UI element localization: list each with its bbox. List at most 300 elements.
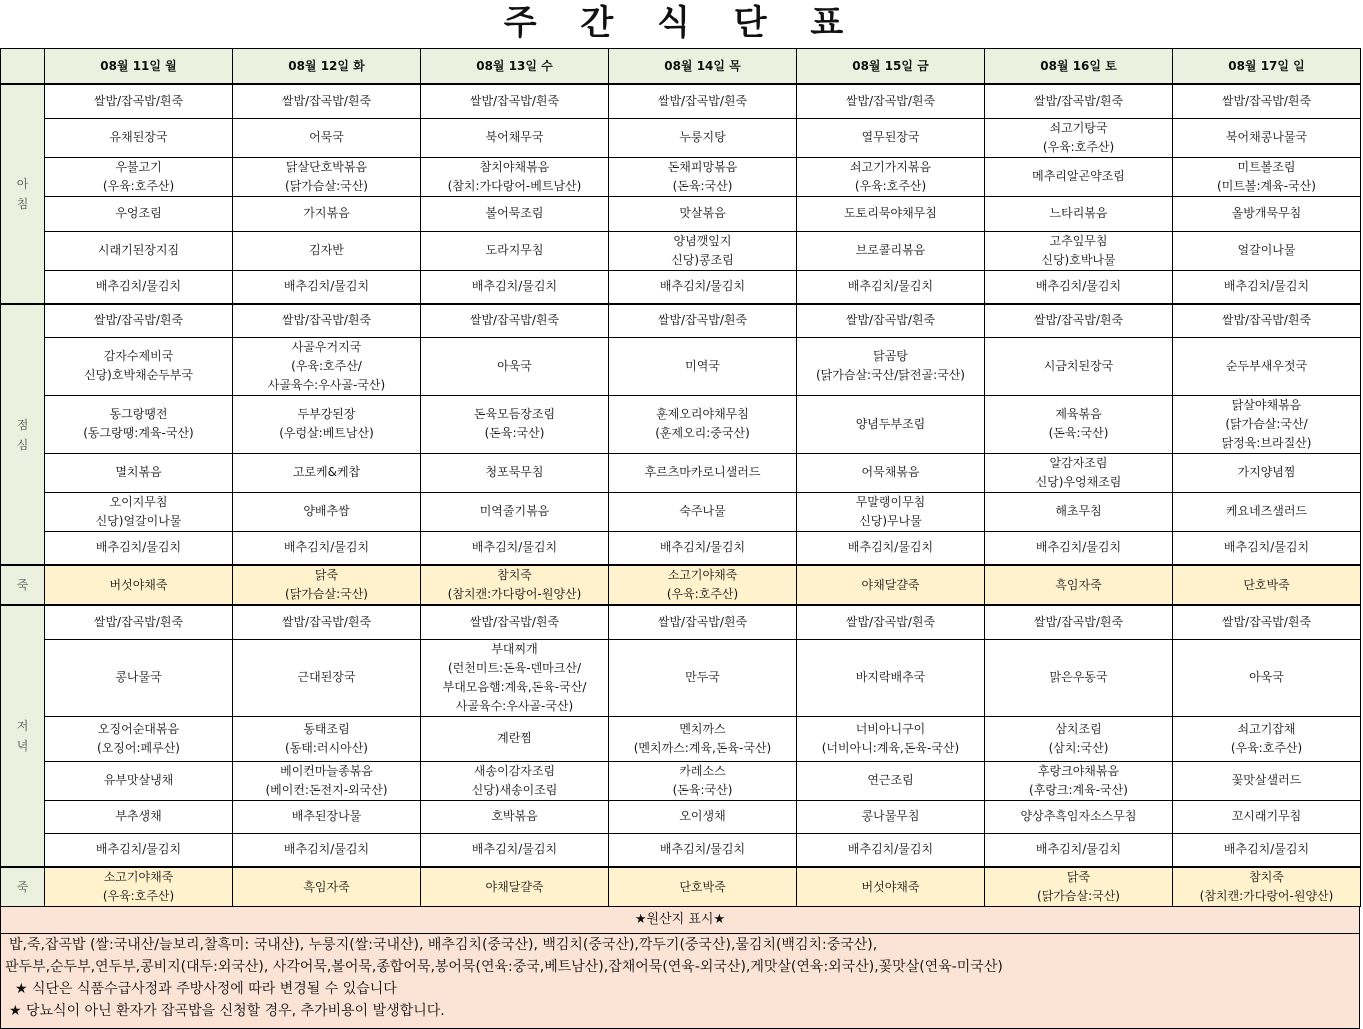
menu-item-text: 멸치볶음 (115, 465, 162, 479)
menu-cell (1173, 531, 1361, 565)
menu-item-text: 새송이감자조림 (473, 763, 556, 778)
menu-item-text: 쌀밥/잡곡밥/흰죽 (93, 313, 184, 328)
meal-label-char: 아 (16, 177, 29, 191)
menu-cell (45, 531, 233, 565)
menu-item-text: 배추김치/물김치 (283, 540, 370, 555)
menu-cell (1173, 84, 1361, 118)
menu-item-text: 두부강된장 (297, 407, 356, 421)
menu-cell (797, 531, 985, 565)
menu-cell (421, 531, 609, 565)
menu-cell (421, 453, 609, 492)
menu-cell (233, 605, 421, 639)
menu-item-text: 꼬시래기무침 (1231, 809, 1302, 823)
menu-cell (45, 716, 233, 761)
menu-cell (985, 453, 1173, 492)
menu-item-text: 북어채콩나물국 (1225, 130, 1308, 144)
menu-item-text: (훈제오리:중국산) (655, 426, 750, 440)
menu-cell (1173, 395, 1361, 453)
menu-cell (1173, 157, 1361, 196)
menu-item-text: 돈육모듬장조림 (473, 407, 556, 421)
menu-cell (233, 196, 421, 231)
menu-item-text: 배추김치/물김치 (659, 540, 746, 555)
menu-item-text: (참치캔:가다랑어-원양산) (447, 587, 582, 601)
menu-item-text: 배추김치/물김치 (283, 279, 370, 294)
menu-item-text: (우육:호주산) (102, 889, 175, 903)
menu-item-text: 김자반 (309, 243, 344, 257)
menu-cell (45, 84, 233, 118)
menu-item-text: 쌀밥/잡곡밥/흰죽 (1221, 313, 1312, 328)
day-header: 08월 16일 토 (985, 49, 1173, 85)
menu-cell (985, 118, 1173, 157)
menu-item-text: 얼갈이나물 (1237, 243, 1296, 257)
menu-cell (985, 84, 1173, 118)
menu-row (1, 157, 1361, 196)
menu-item-text: 소고기야채죽 (667, 568, 738, 582)
menu-item-text: 근대된장국 (297, 670, 356, 684)
menu-cell (985, 716, 1173, 761)
menu-cell (233, 118, 421, 157)
menu-cell (233, 867, 421, 907)
day-header: 08월 13일 수 (421, 49, 609, 85)
menu-item-text: 쌀밥/잡곡밥/흰죽 (93, 93, 184, 108)
menu-item-text: 닭죽 (1066, 870, 1091, 884)
menu-cell (985, 270, 1173, 304)
menu-item-text: 닭죽 (314, 568, 339, 582)
menu-item-text: 순두부새우젓국 (1225, 358, 1308, 373)
menu-item-text: (우육:호주산/ (291, 358, 362, 373)
menu-item-text: 너비아니구이 (855, 721, 926, 736)
menu-item-text: 메추리알곤약조림 (1032, 169, 1125, 183)
menu-item-text: 신당)콩조림 (671, 252, 734, 267)
meal-label-char: 심 (16, 437, 29, 452)
menu-item-text: 고로케&케찹 (292, 465, 361, 479)
menu-row (1, 800, 1361, 833)
origin-notes (0, 907, 1360, 1029)
menu-item-text: 쌀밥/잡곡밥/흰죽 (845, 313, 936, 328)
juk-row (1, 565, 1361, 605)
menu-item-text: 올방개묵무침 (1231, 206, 1302, 220)
menu-cell (609, 800, 797, 833)
menu-row (1, 531, 1361, 565)
menu-item-text: 콩나물무침 (861, 809, 920, 823)
menu-item-text: 동태조림 (303, 721, 350, 736)
meal-label-char: 점 (16, 417, 29, 432)
menu-cell (1173, 867, 1361, 907)
menu-row (1, 761, 1361, 800)
menu-item-text: 배추김치/물김치 (1223, 540, 1310, 555)
menu-cell (1173, 118, 1361, 157)
menu-item-text: 참치죽 (1249, 870, 1284, 884)
menu-cell (233, 270, 421, 304)
menu-item-text: 쌀밥/잡곡밥/흰죽 (845, 614, 936, 629)
menu-item-text: (닭가슴살:국산) (285, 178, 368, 193)
menu-cell (45, 492, 233, 531)
menu-row (1, 337, 1361, 395)
menu-cell (233, 531, 421, 565)
menu-cell (609, 492, 797, 531)
menu-item-text: 카레소스 (679, 763, 726, 778)
menu-cell (609, 453, 797, 492)
notice-line: ★ 당뇨식이 아닌 환자가 잡곡밥을 신청할 경우, 추가비용이 발생합니다. (9, 1003, 445, 1019)
menu-item-text: 부대모음햄:계육,돈육-국산/ (442, 679, 587, 694)
meal-label-char: 저 (16, 719, 29, 733)
menu-cell (233, 639, 421, 716)
menu-item-text: (닭가슴살:국산/ (1225, 416, 1308, 431)
menu-item-text: 제육볶음 (1055, 407, 1102, 421)
menu-item-text: 양념깻잎지 (673, 233, 732, 248)
menu-cell (45, 231, 233, 270)
menu-cell (233, 304, 421, 337)
menu-item-text: 배추김치/물김치 (95, 842, 182, 857)
menu-cell (609, 196, 797, 231)
menu-row (1, 492, 1361, 531)
menu-cell (985, 531, 1173, 565)
menu-item-text: 미트볼조림 (1237, 159, 1296, 174)
menu-cell (233, 761, 421, 800)
menu-item-text: 도라지무침 (485, 243, 544, 257)
origin-note-line: 밥,죽,잡곡밥 (쌀:국내산/늘보리,찰흑미: 국내산), 누룽지(쌀:국내산), 배추김치(중국산), 백김치(중국산),깍두기(중국산),물김치(백김치:중국산), (9, 937, 878, 953)
menu-cell (797, 639, 985, 716)
menu-item-text: 신당)무나물 (859, 513, 922, 528)
menu-item-text: 신당)호박나물 (1041, 252, 1116, 267)
menu-item-text: 무말랭이무침 (855, 494, 926, 509)
menu-cell (1173, 337, 1361, 395)
menu-cell (421, 118, 609, 157)
meal-label: 죽 (1, 565, 45, 605)
menu-cell (609, 565, 797, 605)
menu-item-text: 동그랑땡전 (109, 407, 168, 421)
meal-label (1, 84, 45, 304)
menu-item-text: 오징어순대볶음 (97, 721, 180, 736)
menu-cell (1173, 453, 1361, 492)
menu-item-text: 훈제오리야채무침 (656, 407, 749, 421)
menu-cell (45, 337, 233, 395)
menu-item-text: 아욱국 (497, 358, 532, 373)
menu-item-text: 미역국 (685, 358, 720, 373)
menu-cell (1173, 231, 1361, 270)
menu-cell (1173, 492, 1361, 531)
menu-row (1, 639, 1361, 716)
menu-item-text: 배추김치/물김치 (471, 540, 558, 555)
menu-cell (609, 304, 797, 337)
menu-item-text: 케요네즈샐러드 (1225, 504, 1308, 518)
notice-line: ★ 식단은 식품수급사정과 주방사정에 따라 변경될 수 있습니다 (15, 981, 397, 997)
menu-item-text: 시래기된장지짐 (97, 243, 180, 257)
menu-cell (233, 84, 421, 118)
menu-item-text: 소고기야채죽 (103, 870, 174, 884)
weekly-menu-table (0, 48, 1361, 907)
menu-cell (609, 761, 797, 800)
menu-cell (421, 761, 609, 800)
menu-cell (1173, 304, 1361, 337)
menu-item-text: (닭가슴살:국산) (1037, 889, 1120, 903)
menu-cell (45, 157, 233, 196)
menu-item-text: 배추김치/물김치 (847, 540, 934, 555)
menu-item-text: (동태:러시아산) (285, 740, 368, 755)
menu-cell (233, 800, 421, 833)
menu-cell (233, 231, 421, 270)
corner-cell (1, 49, 45, 85)
menu-item-text: (참치:가다랑어-베트남산) (447, 178, 582, 193)
menu-cell (233, 833, 421, 867)
menu-item-text: 맑은우동국 (1049, 670, 1108, 684)
menu-item-text: 사골육수:우사골-국산) (455, 698, 574, 713)
menu-cell (45, 395, 233, 453)
menu-item-text: 양상추흑임자소스무침 (1020, 809, 1137, 823)
menu-item-text: 볼어묵조림 (485, 206, 544, 220)
menu-item-text: (우육:호주산) (854, 178, 927, 193)
menu-cell (233, 453, 421, 492)
menu-item-text: 아욱국 (1249, 670, 1284, 684)
menu-item-text: 배추김치/물김치 (659, 842, 746, 857)
menu-item-text: 쌀밥/잡곡밥/흰죽 (281, 313, 372, 328)
origin-notes-header: ★원산지 표시★ (1, 907, 1359, 934)
menu-item-text: (돈육:국산) (672, 178, 733, 193)
menu-item-text: 어묵국 (309, 130, 344, 144)
menu-cell (421, 84, 609, 118)
menu-cell (45, 800, 233, 833)
menu-cell (797, 716, 985, 761)
menu-item-text: 쌀밥/잡곡밥/흰죽 (1221, 614, 1312, 629)
menu-cell (45, 196, 233, 231)
menu-cell (45, 304, 233, 337)
menu-item-text: 시금치된장국 (1043, 358, 1114, 373)
menu-cell (233, 395, 421, 453)
menu-row (1, 270, 1361, 304)
menu-item-text: (동그랑땡:계육-국산) (83, 426, 194, 440)
menu-item-text: 후랑크야채볶음 (1037, 763, 1120, 778)
menu-item-text: 사골우거지국 (291, 339, 362, 354)
menu-cell (797, 395, 985, 453)
meal-label (1, 605, 45, 867)
menu-item-text: 오이지무침 (109, 494, 168, 509)
menu-item-text: 쌀밥/잡곡밥/흰죽 (281, 614, 372, 629)
menu-cell (45, 453, 233, 492)
menu-item-text: (돈육:국산) (672, 782, 733, 797)
menu-cell (797, 304, 985, 337)
menu-item-text: 쌀밥/잡곡밥/흰죽 (657, 313, 748, 328)
menu-item-text: 배추김치/물김치 (847, 279, 934, 294)
menu-cell (45, 639, 233, 716)
menu-item-text: 꽃맛살샐러드 (1231, 773, 1302, 787)
menu-item-text: 흑임자죽 (303, 879, 350, 894)
menu-item-text: 배추김치/물김치 (659, 279, 746, 294)
menu-cell (797, 196, 985, 231)
menu-item-text: 열무된장국 (861, 130, 920, 144)
menu-item-text: 쌀밥/잡곡밥/흰죽 (1033, 93, 1124, 108)
menu-item-text: 콩나물국 (115, 670, 162, 684)
menu-item-text: 단호박죽 (1243, 577, 1290, 592)
menu-item-text: 느타리볶음 (1049, 206, 1108, 220)
menu-cell (985, 395, 1173, 453)
menu-item-text: 돈채피망볶음 (667, 159, 738, 174)
menu-cell (609, 118, 797, 157)
menu-item-text: 신당)호박채순두부국 (83, 368, 193, 382)
menu-item-text: 닭살야채볶음 (1231, 397, 1302, 412)
menu-cell (45, 761, 233, 800)
menu-row (1, 84, 1361, 118)
menu-cell (233, 565, 421, 605)
menu-cell (797, 231, 985, 270)
menu-cell (421, 800, 609, 833)
menu-cell (421, 196, 609, 231)
menu-item-text: 배추김치/물김치 (847, 842, 934, 857)
day-header: 08월 15일 금 (797, 49, 985, 85)
meal-label (1, 304, 45, 565)
menu-item-text: 배추김치/물김치 (95, 279, 182, 294)
menu-cell (797, 453, 985, 492)
menu-cell (797, 867, 985, 907)
menu-cell (797, 337, 985, 395)
menu-cell (609, 639, 797, 716)
menu-item-text: 양배추쌈 (303, 504, 350, 518)
menu-cell (1173, 800, 1361, 833)
menu-cell (609, 395, 797, 453)
menu-item-text: 쌀밥/잡곡밥/흰죽 (93, 614, 184, 629)
day-header-row (1, 49, 1361, 85)
menu-cell (233, 157, 421, 196)
menu-item-text: (후랑크:계육-국산) (1029, 782, 1128, 797)
menu-cell (45, 118, 233, 157)
menu-item-text: (우렁살:베트남산) (279, 426, 374, 440)
menu-item-text: (참치캔:가다랑어-원양산) (1199, 889, 1334, 903)
menu-item-text: 북어채무국 (485, 130, 544, 144)
menu-item-text: 고추잎무침 (1049, 233, 1108, 248)
menu-cell (421, 231, 609, 270)
menu-cell (985, 304, 1173, 337)
menu-item-text: 쌀밥/잡곡밥/흰죽 (1033, 313, 1124, 328)
menu-cell (1173, 605, 1361, 639)
menu-item-text: 가지양념찜 (1237, 465, 1296, 479)
menu-cell (609, 531, 797, 565)
day-header: 08월 17일 일 (1173, 49, 1361, 85)
menu-cell (421, 337, 609, 395)
page-title: 주 간 식 단 표 (503, 3, 860, 43)
menu-item-text: 베이컨마늘종볶음 (280, 763, 373, 778)
menu-cell (45, 833, 233, 867)
menu-item-text: 오이생채 (679, 809, 726, 823)
menu-item-text: 배추김치/물김치 (471, 842, 558, 857)
meal-label-char: 침 (16, 197, 29, 211)
menu-item-text: 쌀밥/잡곡밥/흰죽 (657, 614, 748, 629)
menu-item-text: 배추김치/물김치 (283, 842, 370, 857)
menu-item-text: 배추된장나물 (291, 809, 362, 823)
origin-note-line: 판두부,순두부,연두부,콩비지(대두:외국산), 사각어묵,볼어묵,종합어묵,봉어묵(연육:중국,베트남산),잡채어묵(연육-외국산),게맛살(연육:외국산),꽃맛살(연육-미국산) (5, 959, 1003, 975)
menu-cell (421, 639, 609, 716)
menu-item-text: 유채된장국 (109, 130, 168, 144)
menu-cell (421, 833, 609, 867)
menu-cell (985, 157, 1173, 196)
menu-item-text: 삼치조림 (1055, 721, 1102, 736)
menu-row (1, 231, 1361, 270)
menu-item-text: 바지락배추국 (855, 670, 926, 684)
menu-cell (45, 270, 233, 304)
menu-cell (985, 231, 1173, 270)
menu-cell (421, 716, 609, 761)
menu-item-text: 우엉조림 (115, 206, 162, 220)
menu-cell (1173, 639, 1361, 716)
menu-cell (985, 492, 1173, 531)
menu-cell (421, 395, 609, 453)
menu-item-text: 참치야채볶음 (479, 159, 550, 174)
menu-item-text: 버섯야채죽 (109, 577, 168, 592)
menu-cell (233, 337, 421, 395)
menu-cell (609, 605, 797, 639)
menu-item-text: 쌀밥/잡곡밥/흰죽 (469, 313, 560, 328)
menu-item-text: 누룽지탕 (679, 130, 726, 144)
menu-item-text: 만두국 (685, 670, 720, 684)
menu-item-text: 단호박죽 (679, 879, 726, 894)
menu-item-text: 부추생채 (115, 809, 162, 823)
menu-item-text: 맛살볶음 (679, 206, 726, 220)
menu-cell (609, 270, 797, 304)
menu-item-text: 도토리묵야채무침 (844, 206, 937, 220)
menu-item-text: 닭살단호박볶음 (285, 159, 368, 174)
menu-item-text: 유부맛살냉채 (103, 773, 174, 787)
menu-cell (797, 118, 985, 157)
menu-item-text: 닭곰탕 (873, 349, 908, 363)
menu-item-text: 신당)얼갈이나물 (95, 513, 182, 528)
menu-item-text: 버섯야채죽 (861, 879, 920, 894)
menu-item-text: 가지볶음 (303, 206, 350, 220)
menu-item-text: 호박볶음 (491, 809, 538, 823)
menu-item-text: (베이컨:돈전지-외국산) (265, 782, 388, 797)
menu-cell (1173, 196, 1361, 231)
menu-row (1, 605, 1361, 639)
day-header: 08월 14일 목 (609, 49, 797, 85)
menu-cell (45, 605, 233, 639)
menu-item-text: 알감자조림 (1049, 455, 1108, 470)
menu-cell (1173, 761, 1361, 800)
menu-item-text: 쌀밥/잡곡밥/흰죽 (845, 93, 936, 108)
menu-cell (233, 492, 421, 531)
menu-item-text: (멘치까스:계육,돈육-국산) (633, 740, 772, 755)
menu-item-text: 후르츠마카로니샐러드 (644, 465, 761, 479)
menu-cell (985, 639, 1173, 716)
menu-item-text: 쌀밥/잡곡밥/흰죽 (1033, 614, 1124, 629)
menu-item-text: 브로콜리볶음 (855, 243, 926, 257)
menu-item-text: 어묵채볶음 (861, 465, 920, 479)
menu-row (1, 304, 1361, 337)
menu-item-text: (우육:호주산) (666, 587, 739, 601)
day-header: 08월 11일 월 (45, 49, 233, 85)
menu-cell (421, 492, 609, 531)
menu-item-text: 배추김치/물김치 (1223, 842, 1310, 857)
menu-item-text: 신당)우엉채조림 (1035, 474, 1122, 489)
menu-cell (609, 833, 797, 867)
menu-item-text: (돈육:국산) (1048, 426, 1109, 440)
menu-cell (421, 270, 609, 304)
menu-item-text: (돈육:국산) (484, 426, 545, 440)
menu-cell (985, 196, 1173, 231)
menu-item-text: 청포묵무침 (485, 465, 544, 479)
menu-item-text: 쌀밥/잡곡밥/흰죽 (657, 93, 748, 108)
menu-item-text: 숙주나물 (679, 504, 726, 518)
menu-item-text: 배추김치/물김치 (1223, 279, 1310, 294)
menu-cell (1173, 565, 1361, 605)
menu-cell (985, 605, 1173, 639)
menu-row (1, 453, 1361, 492)
menu-cell (45, 565, 233, 605)
menu-cell (797, 565, 985, 605)
menu-cell (609, 231, 797, 270)
menu-cell (797, 800, 985, 833)
menu-item-text: 미역줄기볶음 (479, 504, 550, 518)
menu-cell (797, 833, 985, 867)
menu-item-text: 쌀밥/잡곡밥/흰죽 (469, 93, 560, 108)
menu-cell (797, 492, 985, 531)
menu-item-text: 배추김치/물김치 (95, 540, 182, 555)
